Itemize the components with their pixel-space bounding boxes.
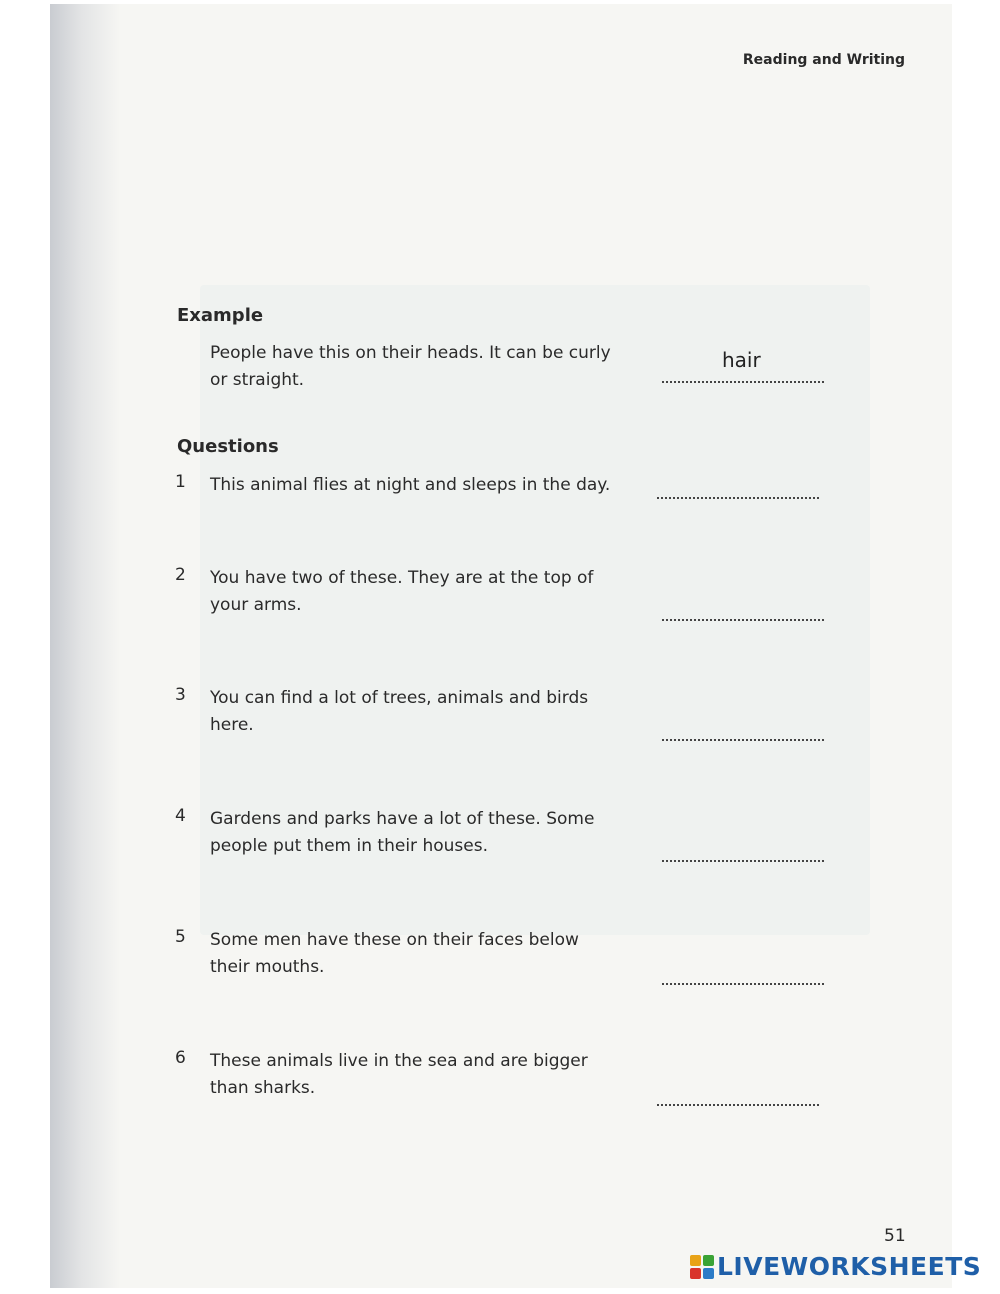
question-line: Some men have these on their faces below	[210, 930, 579, 950]
liveworksheets-logo	[690, 1252, 981, 1281]
question-text	[210, 685, 588, 739]
section-header: Reading and Writing	[742, 52, 905, 68]
question-number: 2	[175, 565, 186, 585]
question-text	[210, 927, 579, 981]
question-line: This animal flies at night and sleeps in the day.	[210, 475, 611, 495]
question-line: here.	[210, 715, 254, 735]
brand-name: LIVEWORKSHEETS	[717, 1252, 982, 1281]
answer-field-4[interactable]	[662, 860, 824, 862]
questions-heading: Questions	[177, 436, 279, 457]
question-text	[210, 565, 593, 619]
example-heading: Example	[177, 305, 264, 326]
question-number: 3	[175, 685, 186, 705]
question-number: 4	[175, 806, 186, 826]
binding-shadow	[50, 4, 120, 1288]
answer-field-2[interactable]	[662, 619, 824, 621]
question-text	[210, 472, 610, 499]
question-line: These animals live in the sea and are bigger	[210, 1051, 588, 1071]
example-line: or straight.	[210, 370, 305, 390]
answer-field-3[interactable]	[662, 739, 824, 741]
answer-field-6[interactable]	[657, 1104, 819, 1106]
question-line: than sharks.	[210, 1078, 316, 1098]
question-text	[210, 806, 594, 860]
answer-field-1[interactable]	[657, 497, 819, 499]
question-line: your arms.	[210, 595, 302, 615]
question-line: You can find a lot of trees, animals and birds	[210, 688, 589, 708]
question-number: 1	[175, 472, 186, 492]
question-line: You have two of these. They are at the top of	[210, 568, 594, 588]
page-number: 51	[884, 1226, 906, 1246]
question-line: their mouths.	[210, 957, 325, 977]
example-answer-line	[662, 381, 824, 383]
question-number: 5	[175, 927, 186, 947]
answer-field-5[interactable]	[662, 983, 824, 985]
grid-logo-icon	[690, 1255, 714, 1279]
example-text	[210, 340, 611, 394]
example-answer: hair	[722, 348, 761, 372]
question-text	[210, 1048, 588, 1102]
question-number: 6	[175, 1048, 186, 1068]
question-line: people put them in their houses.	[210, 836, 488, 856]
example-line: People have this on their heads. It can be curly	[210, 343, 611, 363]
question-line: Gardens and parks have a lot of these. Some	[210, 809, 595, 829]
